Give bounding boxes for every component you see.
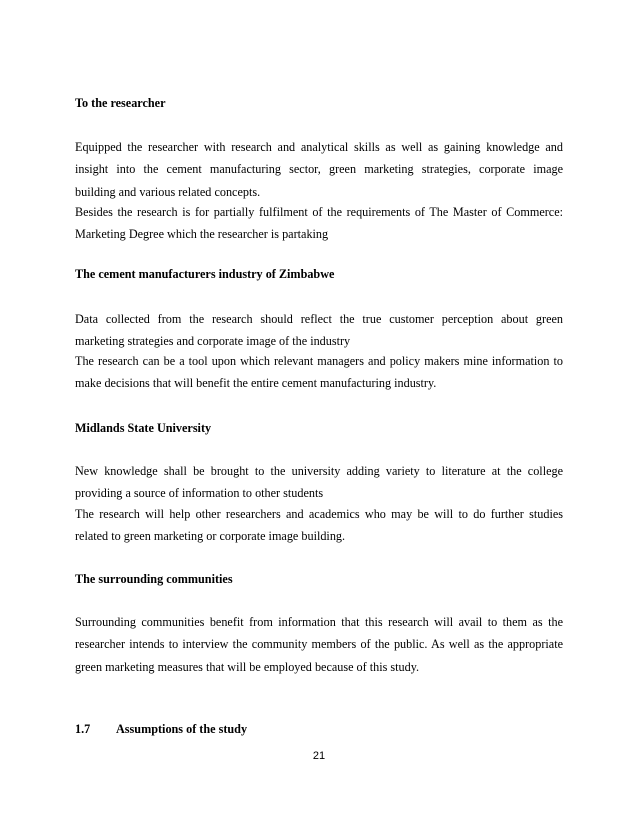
text-line: Surrounding communities benefit from information that this research will avail to them as the [75,615,563,629]
section-number: 1.7 [75,722,91,736]
paragraph [75,201,563,246]
page-number: 21 [312,750,326,762]
paragraph [75,308,563,353]
text-line: Data collected from the research should reflect the true customer perception about green [75,312,563,326]
text-line: New knowledge shall be brought to the university adding variety to literature at the college [75,464,563,478]
text-line: make decisions that will benefit the entire cement manufacturing industry. [75,376,437,391]
paragraph [75,350,563,395]
text-line: Besides the research is for partially fulfilment of the requirements of The Master of Commerce: [75,205,563,219]
text-line: marketing strategies and corporate image of the industry [75,334,351,349]
text-line: related to green marketing or corporate image building. [75,529,346,544]
heading-to-the-researcher: To the researcher [75,96,166,110]
heading-midlands-state-university: Midlands State University [75,421,212,435]
heading-surrounding-communities: The surrounding communities [75,572,233,586]
text-line: Marketing Degree which the researcher is partaking [75,227,329,242]
paragraph [75,503,563,548]
text-line: green marketing measures that will be employed because of this study. [75,659,420,674]
paragraph [75,460,563,505]
section-title: Assumptions of the study [116,722,248,736]
text-line: The research can be a tool upon which relevant managers and policy makers mine information to [75,354,563,368]
text-line: Equipped the researcher with research and analytical skills as well as gaining knowledge and [75,140,563,154]
paragraph [75,611,563,678]
paragraph [75,136,563,203]
text-line: The research will help other researchers and academics who may be will to do further studies [75,507,563,521]
heading-cement-manufacturers-industry: The cement manufacturers industry of Zimbabwe [75,267,335,281]
text-line: providing a source of information to other students [75,486,324,501]
text-line: building and various related concepts. [75,184,261,199]
text-line: researcher intends to interview the community members of the public. As well as the appropriate [75,637,563,652]
text-line: insight into the cement manufacturing sector, green marketing strategies, corporate image [75,162,563,177]
